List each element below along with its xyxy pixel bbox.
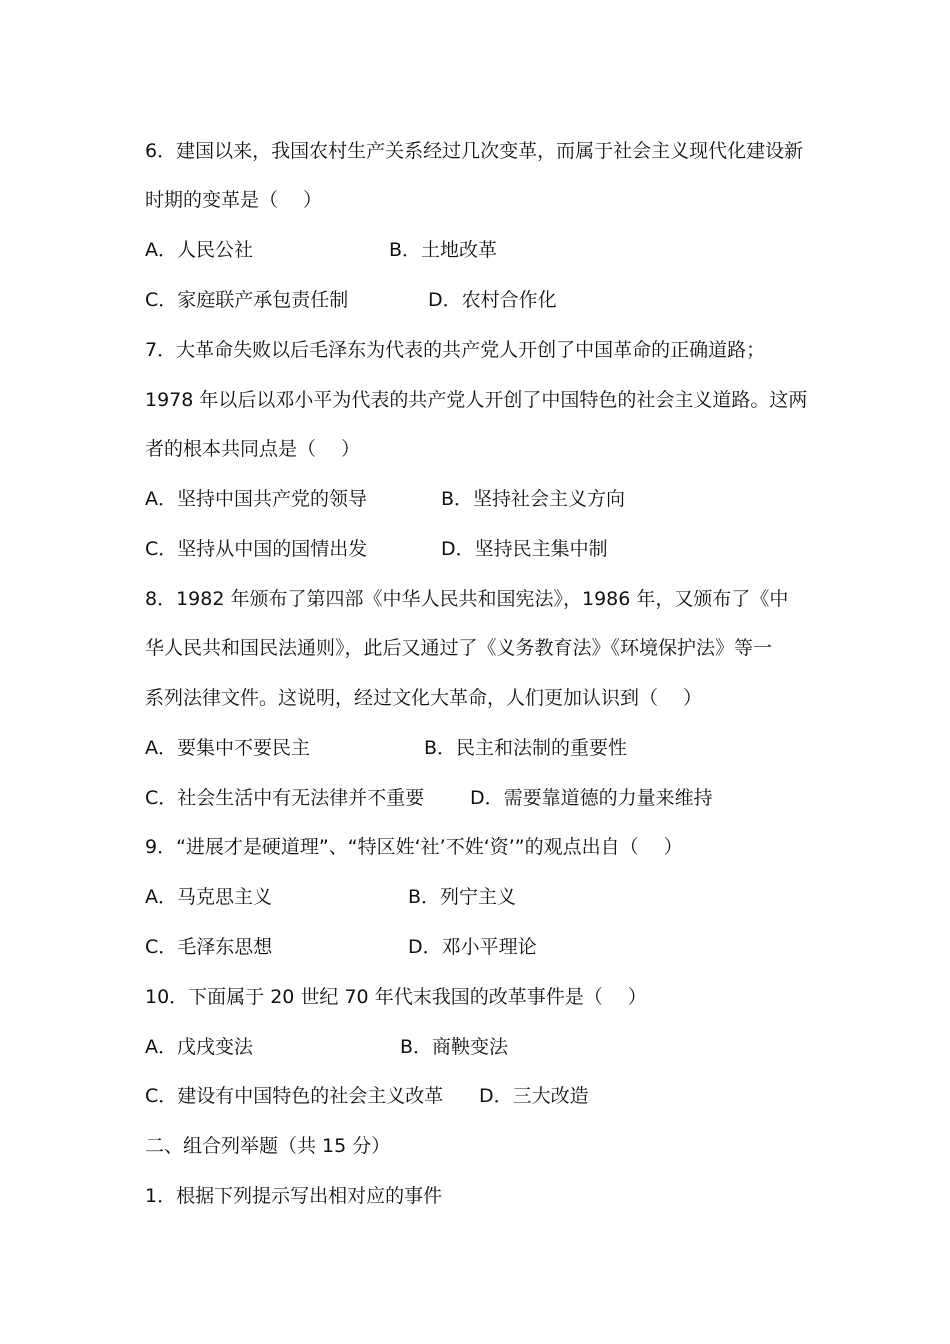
question-7-option-a: A．坚持中国共产党的领导 bbox=[145, 488, 367, 510]
section-2-question-1: 1．根据下列提示写出相对应的事件 bbox=[145, 1185, 443, 1207]
question-9-option-a: A．马克思主义 bbox=[145, 886, 272, 908]
question-10-line-1: 10．下面属于 20 世纪 70 年代末我国的改革事件是（ ） bbox=[145, 986, 647, 1008]
question-9-option-b: B．列宁主义 bbox=[408, 886, 517, 908]
question-6-option-b: B．土地改革 bbox=[389, 239, 498, 261]
question-10-option-d: D．三大改造 bbox=[479, 1085, 589, 1107]
question-9-option-c: C．毛泽东思想 bbox=[145, 936, 273, 958]
question-10-option-b: B．商鞅变法 bbox=[400, 1036, 509, 1058]
question-8-option-b: B．民主和法制的重要性 bbox=[424, 737, 628, 759]
question-10-option-c: C．建设有中国特色的社会主义改革 bbox=[145, 1085, 444, 1107]
question-8-option-a: A．要集中不要民主 bbox=[145, 737, 310, 759]
question-8-option-c: C．社会生活中有无法律并不重要 bbox=[145, 787, 425, 809]
question-9-line-1: 9．“进展才是硬道理”、“特区姓‘社’不姓‘资’”的观点出自（ ） bbox=[145, 836, 683, 858]
question-6-option-c: C．家庭联产承包责任制 bbox=[145, 289, 349, 311]
question-7-option-d: D．坚持民主集中制 bbox=[441, 538, 608, 560]
question-10-option-a: A．戊戌变法 bbox=[145, 1036, 253, 1058]
question-9-option-d: D．邓小平理论 bbox=[408, 936, 537, 958]
question-7-option-b: B．坚持社会主义方向 bbox=[441, 488, 626, 510]
question-6-option-d: D．农村合作化 bbox=[428, 289, 557, 311]
question-6-line-1: 6．建国以来，我国农村生产关系经过几次变革，而属于社会主义现代化建设新 bbox=[145, 140, 804, 162]
question-7-option-c: C．坚持从中国的国情出发 bbox=[145, 538, 368, 560]
section-2-heading: 二、组合列举题（共 15 分） bbox=[145, 1135, 391, 1157]
question-6-line-2: 时期的变革是（ ） bbox=[145, 189, 323, 211]
question-8-line-2: 华人民共和国民法通则》，此后又通过了《义务教育法》《环境保护法》等一 bbox=[145, 637, 773, 659]
question-7-line-3: 者的根本共同点是（ ） bbox=[145, 438, 361, 460]
question-6-option-a: A．人民公社 bbox=[145, 239, 253, 261]
question-7-line-1: 7．大革命失败以后毛泽东为代表的共产党人开创了中国革命的正确道路； bbox=[145, 339, 766, 361]
question-7-line-2: 1978 年以后以邓小平为代表的共产党人开创了中国特色的社会主义道路。这两 bbox=[145, 389, 808, 411]
question-8-line-3: 系列法律文件。这说明，经过文化大革命，人们更加认识到（ ） bbox=[145, 687, 703, 709]
question-8-option-d: D．需要靠道德的力量来维持 bbox=[470, 787, 713, 809]
question-8-line-1: 8．1982 年颁布了第四部《中华人民共和国宪法》，1986 年，又颁布了《中 bbox=[145, 588, 789, 610]
